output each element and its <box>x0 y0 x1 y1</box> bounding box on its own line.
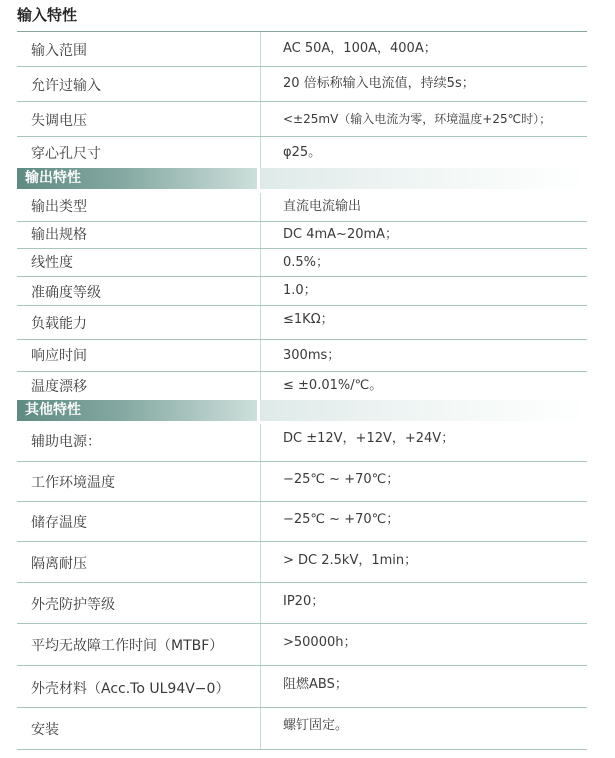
column-divider <box>260 32 261 66</box>
row-label: 隔离耐压 <box>31 556 87 572</box>
row-value: AC 50A，100A，400A； <box>283 41 437 56</box>
row-value: >50000h； <box>283 635 357 650</box>
row-value: 20 倍标称输入电流值，持续5s； <box>283 76 475 91</box>
row-value: ≤ ±0.01%/℃。 <box>283 378 383 393</box>
column-divider <box>260 222 261 248</box>
row-label: 响应时间 <box>31 348 87 364</box>
row-value: 阻燃ABS； <box>283 677 348 692</box>
table-row <box>17 222 587 249</box>
table-row <box>17 67 587 102</box>
row-value: IP20； <box>283 594 325 609</box>
section-title: 其他特性 <box>25 402 81 418</box>
row-label: 外壳材料（Acc.To UL94V−0） <box>31 681 230 697</box>
column-divider <box>260 542 261 582</box>
row-value: DC ±12V，+12V，+24V； <box>283 431 455 446</box>
column-divider <box>260 624 261 665</box>
section-header-other <box>17 400 587 421</box>
column-divider <box>260 666 261 707</box>
table-row <box>17 32 587 67</box>
section-header-output <box>17 168 587 189</box>
table-row <box>17 424 587 462</box>
column-divider <box>260 340 261 371</box>
row-value: > DC 2.5kV，1min； <box>283 553 418 568</box>
row-value: ≤1KΩ； <box>283 312 334 327</box>
column-divider <box>260 137 261 168</box>
section-header-fade <box>260 168 587 189</box>
column-divider <box>260 102 261 136</box>
row-label: 输出类型 <box>31 199 87 215</box>
row-value: 直流电流输出 <box>283 199 362 214</box>
row-label: 输入范围 <box>31 43 87 59</box>
section-title: 输出特性 <box>25 170 81 186</box>
row-label: 温度漂移 <box>31 379 87 395</box>
row-label: 外壳防护等级 <box>31 597 115 613</box>
column-divider <box>260 708 261 749</box>
table-row <box>17 277 587 306</box>
row-value: DC 4mA~20mA； <box>283 227 399 242</box>
table-row <box>17 624 587 666</box>
table-row <box>17 583 587 624</box>
row-value: −25℃ ~ +70℃； <box>283 512 400 527</box>
row-value: 300ms； <box>283 348 341 363</box>
row-value: 1.0； <box>283 283 317 298</box>
column-divider <box>260 306 261 339</box>
row-label: 辅助电源： <box>31 434 101 450</box>
column-divider <box>260 502 261 541</box>
column-divider <box>260 583 261 623</box>
row-label: 允许过输入 <box>31 78 101 94</box>
column-divider <box>260 424 261 461</box>
table-row <box>17 306 587 340</box>
row-label: 失调电压 <box>31 113 87 129</box>
table-row <box>17 340 587 372</box>
table-row <box>17 372 587 400</box>
row-label: 安装 <box>31 722 59 738</box>
row-label: 线性度 <box>31 255 73 271</box>
row-value: 螺钉固定。 <box>283 718 349 733</box>
column-divider <box>260 67 261 101</box>
table-row <box>17 193 587 222</box>
page-title: 输入特性 <box>17 6 78 24</box>
column-divider <box>260 462 261 501</box>
table-row <box>17 666 587 708</box>
section-header-fade <box>260 400 587 421</box>
row-label: 输出规格 <box>31 227 87 243</box>
row-label: 平均无故障工作时间（MTBF） <box>31 638 224 654</box>
row-label: 负载能力 <box>31 316 87 332</box>
row-label: 准确度等级 <box>31 285 101 301</box>
row-value: <±25mV（输入电流为零，环境温度+25℃时）； <box>283 112 552 126</box>
column-divider <box>260 249 261 276</box>
row-value: φ25。 <box>283 145 322 160</box>
column-divider <box>260 372 261 400</box>
row-label: 穿心孔尺寸 <box>31 146 101 162</box>
row-label: 工作环境温度 <box>31 475 115 491</box>
table-row <box>17 137 587 168</box>
table-row <box>17 708 587 750</box>
column-divider <box>260 277 261 305</box>
table-row <box>17 102 587 137</box>
table-row <box>17 462 587 502</box>
row-value: −25℃ ~ +70℃； <box>283 472 400 487</box>
column-divider <box>260 193 261 221</box>
row-label: 储存温度 <box>31 515 87 531</box>
table-row <box>17 542 587 583</box>
table-row <box>17 249 587 277</box>
table-row <box>17 502 587 542</box>
row-value: 0.5%； <box>283 255 330 270</box>
